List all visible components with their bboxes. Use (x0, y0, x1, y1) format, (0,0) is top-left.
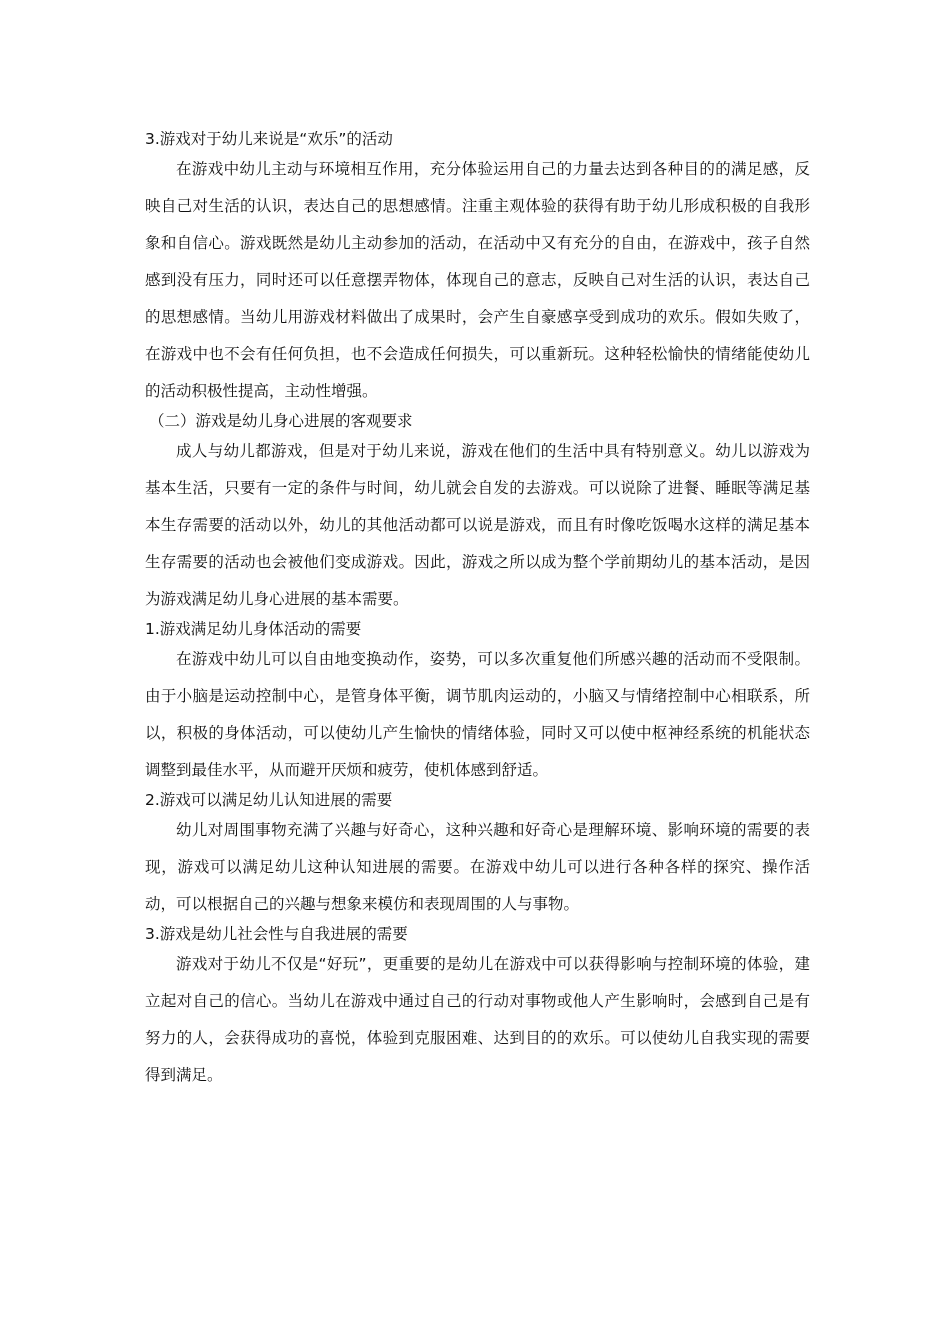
paragraph-cognitive-needs: 幼儿对周围事物充满了兴趣与好奇心，这种兴趣和好奇心是理解环境、影响环境的需要的表现，游戏可以满足幼儿这种认知进展的需要。在游戏中幼儿可以进行各种各样的探究、操作活动，可以根据自己的兴趣与想象来模仿和表现周围的人与事物。 (145, 821, 810, 913)
document-body (145, 124, 810, 1094)
section-heading-social-needs: 3.游戏是幼儿社会性与自我进展的需要 (145, 925, 408, 943)
section-heading-games-joy: 3.游戏对于幼儿来说是“欢乐”的活动 (145, 130, 393, 148)
section-heading-physical-needs: 1.游戏满足幼儿身体活动的需要 (145, 620, 362, 638)
paragraph-games-joy: 在游戏中幼儿主动与环境相互作用，充分体验运用自己的力量去达到各种目的的满足感，反映自己对生活的认识，表达自己的思想感情。注重主观体验的获得有助于幼儿形成积极的自我形象和自信心。游戏既然是幼儿主动参加的活动，在活动中又有充分的自由，在游戏中，孩子自然感到没有压力，同时还可以任意摆弄物体，体现自己的意志，反映自己对生活的认识，表达自己的思想感情。当幼儿用游戏材料做出了成果时，会产生自豪感享受到成功的欢乐。假如失败了，在游戏中也不会有任何负担，也不会造成任何损失，可以重新玩。这种轻松愉快的情绪能使幼儿的活动积极性提高，主动性增强。 (145, 160, 810, 400)
paragraph-development-needs: 成人与幼儿都游戏，但是对于幼儿来说，游戏在他们的生活中具有特别意义。幼儿以游戏为基本生活，只要有一定的条件与时间，幼儿就会自发的去游戏。可以说除了进餐、睡眠等满足基本生存需要的活动以外，幼儿的其他活动都可以说是游戏，而且有时像吃饭喝水这样的满足基本生存需要的活动也会被他们变成游戏。因此，游戏之所以成为整个学前期幼儿的基本活动，是因为游戏满足幼儿身心进展的基本需要。 (145, 442, 810, 608)
subsection-heading-development-needs: （二）游戏是幼儿身心进展的客观要求 (149, 412, 413, 430)
paragraph-physical-needs: 在游戏中幼儿可以自由地变换动作，姿势，可以多次重复他们所感兴趣的活动而不受限制。由于小脑是运动控制中心，是管身体平衡，调节肌肉运动的，小脑又与情绪控制中心相联系，所以，积极的身体活动，可以使幼儿产生愉快的情绪体验，同时又可以使中枢神经系统的机能状态调整到最佳水平，从而避开厌烦和疲劳，使机体感到舒适。 (145, 650, 810, 779)
paragraph-social-needs: 游戏对于幼儿不仅是“好玩”，更重要的是幼儿在游戏中可以获得影响与控制环境的体验，建立起对自己的信心。当幼儿在游戏中通过自己的行动对事物或他人产生影响时，会感到自己是有努力的人，会获得成功的喜悦，体验到克服困难、达到目的的欢乐。可以使幼儿自我实现的需要得到满足。 (145, 955, 810, 1084)
section-heading-cognitive-needs: 2.游戏可以满足幼儿认知进展的需要 (145, 791, 393, 809)
